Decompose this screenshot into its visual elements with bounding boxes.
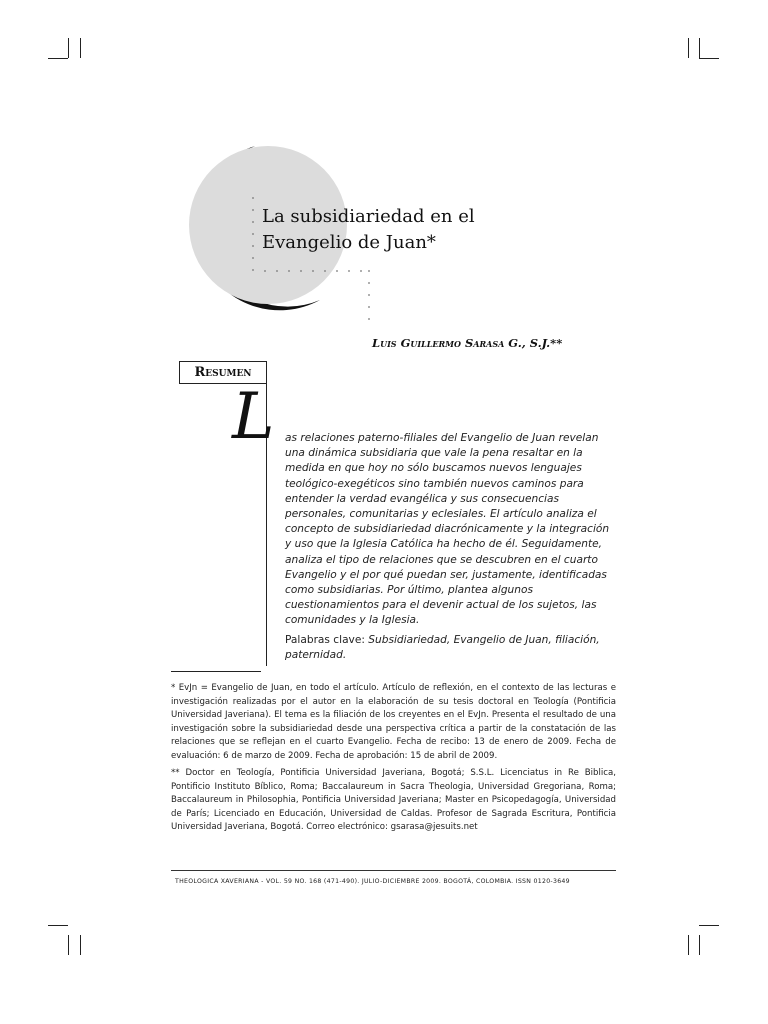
footnote-2: ** Doctor en Teología, Pontificia Universidad Javeriana, Bogotá; S.S.L. Licenciatus in Re Biblica, Pontificio Instituto Bíblico, Roma; Baccalaureum in Sacra Theologia, Universidad Gregoriana, Roma; Baccalaureum in Philosophia, Pontificia Universidad Javeriana; Master en Psicopedagogía, Universidad de París; Licenciado en Educación, Universidad de Caldas. Profesor de Sagrada Escritura, Pontificia Universidad Javeriana, Bogotá. Correo electrónico: gsarasa@jesuits.net <box>171 768 616 833</box>
resumen-heading: Resumen <box>179 361 267 384</box>
article-title-line-1: La subsidiariedad en el <box>262 206 475 227</box>
article-author: Luis Guillermo Sarasa G., S.J.** <box>372 336 563 350</box>
footnote-1: * EvJn = Evangelio de Juan, en todo el artículo. Artículo de reflexión, en el contexto de las lecturas e investigación realizadas por el autor en la elaboración de su tesis doctoral en Teología (Pontificia Universidad Javeriana). El tema es la filiación de los creyentes en el EvJn. Presenta el resultado de una investigación sobre la subsidiariedad desde una perspectiva crítica a partir de la constatación de las relaciones que se reflejan en el cuarto Evangelio. Fecha de recibo: 13 de enero de 2009. Fecha de evaluación: 6 de marzo de 2009. Fecha de aprobación: 15 de abril de 2009. <box>171 683 616 761</box>
keywords-label: Palabras clave: <box>285 634 365 646</box>
article-title <box>262 204 562 256</box>
journal-footer: THEOLOGICA XAVERIANA - VOL. 59 NO. 168 (471-490). JULIO-DICIEMBRE 2009. BOGOTÁ, COLOMBIA. ISSN 0120-3649 <box>175 878 570 885</box>
footer-divider <box>171 870 616 871</box>
keywords <box>285 633 615 663</box>
abstract-drop-cap: L <box>232 380 275 454</box>
title-circle-graphic <box>0 0 768 330</box>
footnote-divider <box>171 671 261 672</box>
keywords-value: Subsidiariedad, Evangelio de Juan, filiación, paternidad. <box>285 634 600 662</box>
abstract-text: as relaciones paterno-filiales del Evangelio de Juan revelan una dinámica subsidiaria que vale la pena resaltar en la medida en que hoy no sólo buscamos nuevos lenguajes teológico-exegéticos sino también nuevos caminos para entender la verdad evangélica y sus consecuencias personales, comunitarias y eclesiales. El artículo analiza el concepto de subsidiariedad diacrónicamente y la integración y uso que la Iglesia Católica ha hecho de él. Seguidamente, analiza el tipo de relaciones que se descubren en el cuarto Evangelio y el por qué puedan ser, justamente, identificadas como subsidiarias. Por último, plantea algunos cuestionamientos para el devenir actual de los sujetos, las comunidades y la Iglesia. <box>285 432 610 627</box>
article-title-line-2: Evangelio de Juan* <box>262 232 436 253</box>
